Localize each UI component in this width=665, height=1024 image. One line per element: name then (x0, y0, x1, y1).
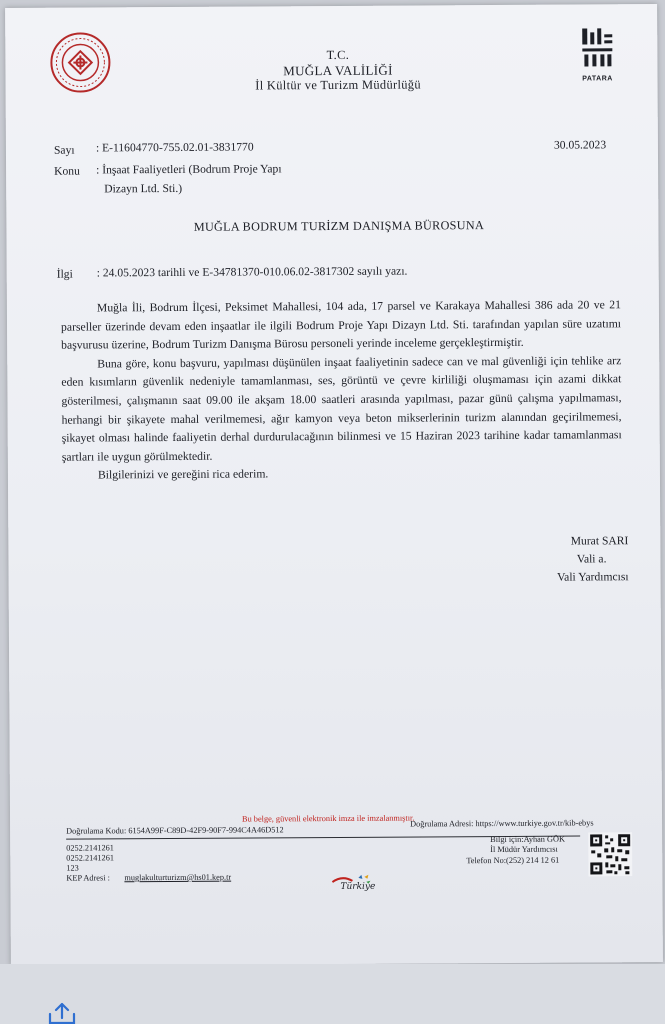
turkiye-brand-logo (328, 872, 384, 896)
signer-name: Murat SARI (570, 534, 629, 548)
konu-value-line2: Dizayn Ltd. Sti.) (104, 181, 183, 196)
signer-title-2: Vali Yardımcısı (557, 570, 629, 584)
ilgi-label: İlgi (56, 267, 73, 281)
header-directorate: İl Kültür ve Turizm Müdürlüğü (255, 77, 421, 93)
addressee: MUĞLA BODRUM TURİZM DANIŞMA BÜROSUNA (193, 218, 485, 234)
patara-logo (571, 26, 623, 92)
document-date: 30.05.2023 (553, 138, 607, 152)
verification-code: Doğrulama Kodu: 6154A99F-C89D-42F9-90F7-994C4A46D512 (66, 825, 284, 836)
info-title: İl Müdür Yardımcısı (490, 844, 558, 855)
phone-ext: 123 (66, 863, 79, 873)
sayi-value: : E-11604770-755.02.01-3831770 (95, 140, 254, 155)
e-signature-note: Bu belge, güvenli elektronik imza ile imzalanmıştır. (242, 813, 415, 824)
letter-body (61, 296, 622, 485)
phone-1: 0252.2141261 (66, 843, 114, 853)
ilgi-value: : 24.05.2023 tarihli ve E-34781370-010.06.02-3817302 sayılı yazı. (96, 264, 408, 280)
paragraph-1: Muğla İli, Bodrum İlçesi, Peksimet Mahallesi, 104 ada, 17 parsel ve Karakaya Mahallesi 386 ada 20 ve 21 parseller üzerinde devam eden inşaatlar ile ilgili Bodrum Proje Yapı Dizayn Ltd. Sti. tarafından yapılan süre uzatımı başvurusu üzerine, Bodrum Turizm Danışma Bürosu personeli yerinde inceleme gerçekleştirmiştir. (60, 298, 622, 352)
phone-2: 0252.2141261 (66, 853, 115, 863)
info-phone: Telefon No:(252) 214 12 61 (466, 855, 560, 866)
signature-block (528, 532, 628, 587)
patara-mark-icon (578, 26, 616, 68)
kep-address-link[interactable]: muglakulturturizm@hs01.kep.tr (124, 872, 232, 883)
viewer-bottom-bar (0, 964, 665, 1024)
kep-label: KEP Adresi : (66, 873, 110, 883)
qr-code-icon (588, 832, 632, 876)
sayi-label: Sayı (53, 143, 75, 157)
document-page (5, 4, 663, 966)
patara-label: PATARA (582, 75, 613, 83)
turkiye-wordmark: Türkiye (340, 881, 376, 892)
header-tc: T.C. (326, 47, 350, 63)
paragraph-2: Buna göre, konu başvuru, yapılması düşünülen inşaat faaliyetinin sadece can ve mal güvenliği için tehlike arz eden kısımların güvenlik nedeniyle tamamlanması, ses, görüntü ve çevre kirliliği oluşmaması için azami dikkat gösterilmesi, çalışmanın saat 09.00 ile akşam 18.00 saatleri arasında yapılması, pazar günü çalışma yapılmaması, herhangi bir şikayete mahal verilmemesi, ağır kamyon veya beton mikserlerinin turizm alanından geçirilmemesi, şikayet olması halinde faaliyetin derhal durdurulacağının bilinmesi ve 15 Haziran 2023 tarihine kadar tamamlanması şartları ile uygun görülmektedir. (61, 354, 622, 464)
signer-title-1: Vali a. (576, 552, 607, 566)
verification-address: Doğrulama Adresi: https://www.turkiye.gov.tr/kib-ebys (410, 818, 594, 829)
paragraph-3: Bilgilerinizi ve gereğini rica ederim. (97, 467, 269, 482)
share-icon[interactable] (44, 1002, 80, 1024)
header-governorship: MUĞLA VALİLİĞİ (283, 62, 393, 79)
konu-label: Konu (54, 164, 80, 178)
konu-value-line1: : İnşaat Faaliyetleri (Bodrum Proje Yapı (96, 162, 282, 177)
info-contact: Bilgi için:Ayhan GÖK (490, 834, 566, 845)
